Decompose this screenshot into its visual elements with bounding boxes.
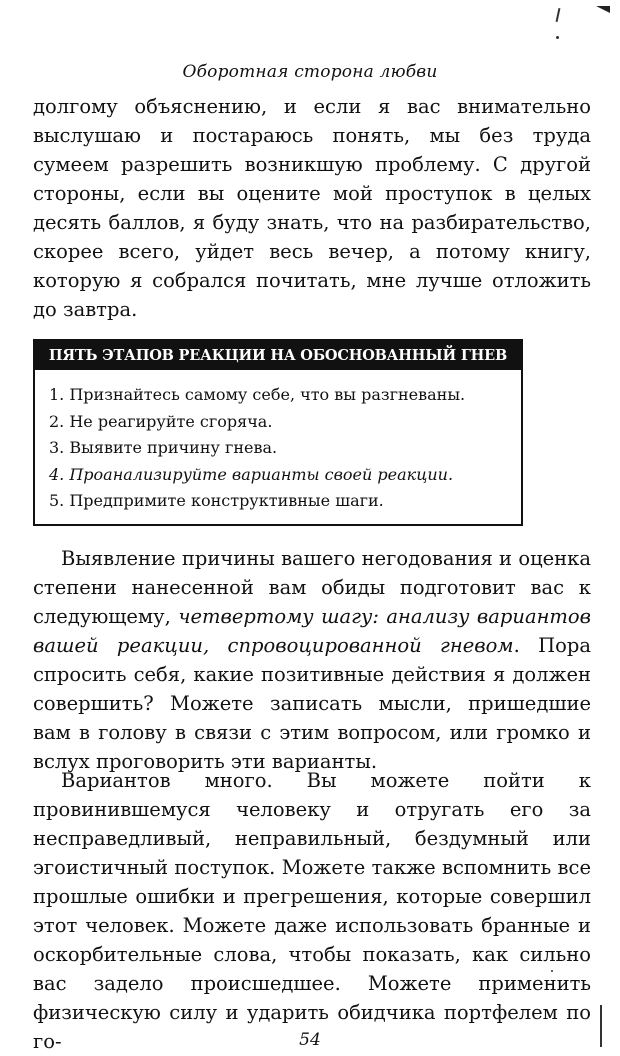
paragraph-1 xyxy=(33,92,591,324)
scan-speck-icon xyxy=(556,36,559,39)
paragraph-text: долгому объяснению, и если я вас внимательно выслушаю и постараюсь понять, мы без труда сумеем разрешить возникшую проблему. С другой стороны, если вы оцените мой проступок в целых десять баллов, я буду знать, что на разбирательство, скорее всего, уйдет весь вечер, а потому книгу, которую я собрался почитать, мне лучше отложить до завтра. xyxy=(33,95,591,321)
paragraph-text-part: Выявление причины вашего негодования и оценка степени нанесенной вам обиды подготовит вас к следующему, xyxy=(33,547,591,628)
sidebar-box xyxy=(33,339,523,526)
box-list-item: 1. Признайтесь самому себе, что вы разгневаны. xyxy=(49,385,466,404)
scan-speck-icon xyxy=(556,8,561,22)
paragraph-2 xyxy=(33,544,591,776)
box-title: ПЯТЬ ЭТАПОВ РЕАКЦИИ НА ОБОСНОВАННЫЙ ГНЕВ xyxy=(35,341,521,370)
paragraph-3 xyxy=(33,766,591,1056)
box-list xyxy=(35,370,521,515)
box-list-item: 2. Не реагируйте сгоряча. xyxy=(49,411,273,431)
paragraph-text xyxy=(33,544,591,776)
gutter-line-icon xyxy=(600,1005,602,1047)
corner-mark-icon xyxy=(596,6,610,13)
scan-speck-icon xyxy=(551,970,553,972)
running-header: Оборотная сторона любви xyxy=(182,62,438,82)
paragraph-emphasis: четвертому шагу: анализу вариантов вашей реакции, спровоцированной гневом xyxy=(33,605,591,657)
box-list-item: 3. Выявите причину гнева. xyxy=(49,438,278,457)
box-list-item: 5. Предпримите конструктивные шаги. xyxy=(49,491,384,510)
box-list-item-highlighted: 4. Проанализируйте варианты своей реакции. xyxy=(49,464,454,484)
paragraph-text-part: . Пора спросить себя, какие позитивные действия я должен совершить? Можете записать мысли, пришедшие вам в голову в связи с этим вопросом, или громко и вслух проговорить эти варианты. xyxy=(33,634,591,773)
paragraph-text: Вариантов много. Вы можете пойти к провинившемуся человеку и отругать его за несправедливый, неправильный, бездумный или эгоистичный поступок. Можете также вспомнить все прошлые ошибки и прегрешения, которые совершил этот человек. Можете даже использовать бранные и оскорбительные слова, чтобы показать, как сильно вас задело происшедшее. Можете применить физическую силу и ударить обидчика портфелем по го- xyxy=(33,769,591,1053)
page-number: 54 xyxy=(299,1030,321,1050)
